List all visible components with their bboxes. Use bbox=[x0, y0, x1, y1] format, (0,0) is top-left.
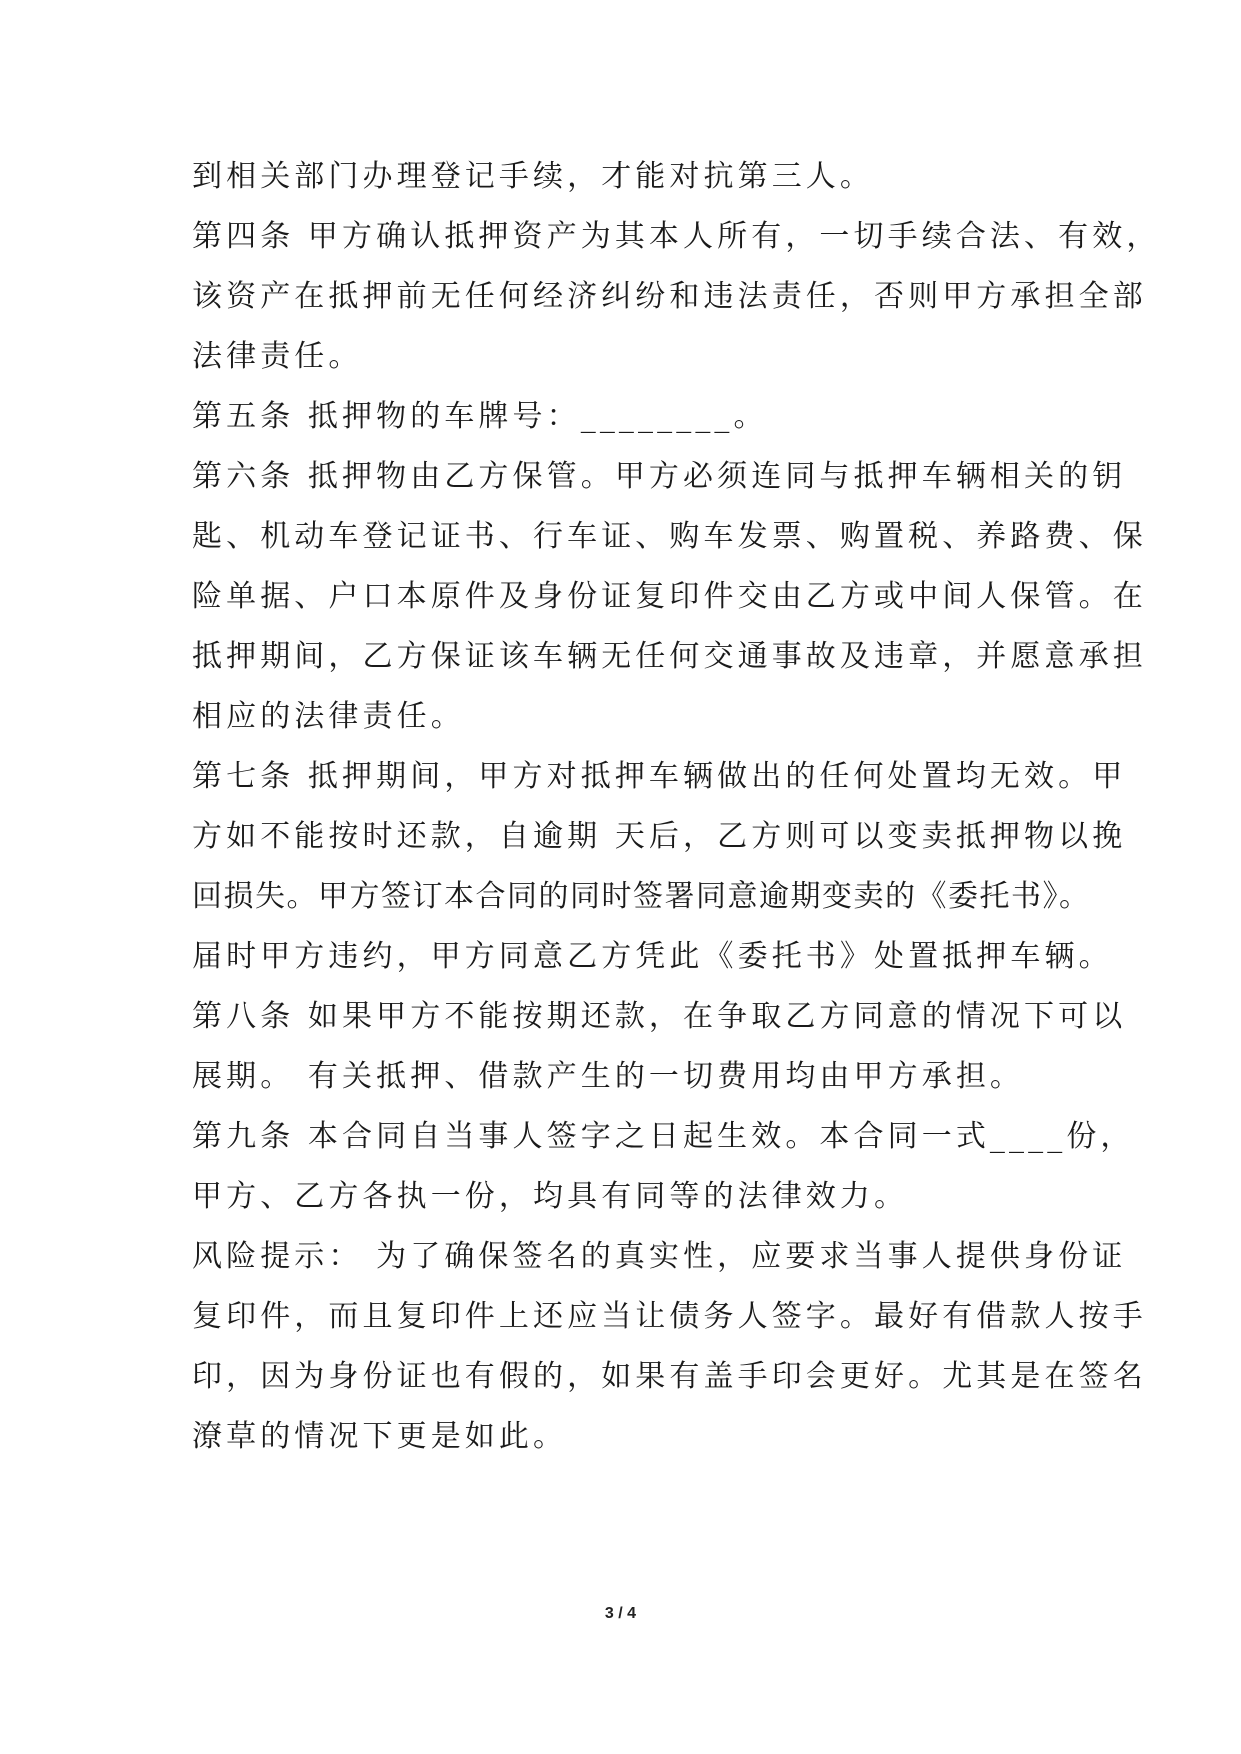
text-line: 法律责任。 bbox=[192, 339, 363, 374]
text-line: 复印件，而且复印件上还应当让债务人签字。最好有借款人按手 bbox=[192, 1299, 1147, 1334]
text-line: 回损失。甲方签订本合同的同时签署同意逾期变卖的《委托书》。 bbox=[192, 879, 1091, 914]
text-line: 第四条 甲方确认抵押资产为其本人所有，一切手续合法、有效， bbox=[192, 219, 1161, 254]
text-line: 第九条 本合同自当事人签字之日起生效。本合同一式____份， bbox=[192, 1119, 1135, 1154]
text-line: 展期。 有关抵押、借款产生的一切费用均由甲方承担。 bbox=[192, 1059, 1025, 1094]
text-line: 潦草的情况下更是如此。 bbox=[192, 1419, 568, 1454]
document-body bbox=[192, 147, 1161, 1467]
page-number: 3 / 4 bbox=[604, 1605, 637, 1622]
text-line: 抵押期间，乙方保证该车辆无任何交通事故及违章，并愿意承担 bbox=[192, 639, 1147, 674]
text-line: 到相关部门办理登记手续，才能对抗第三人。 bbox=[192, 159, 874, 194]
text-line: 相应的法律责任。 bbox=[192, 699, 465, 734]
text-line: 该资产在抵押前无任何经济纠纷和违法责任，否则甲方承担全部 bbox=[192, 279, 1147, 314]
text-line: 甲方、乙方各执一份，均具有同等的法律效力。 bbox=[192, 1179, 909, 1214]
text-line: 匙、机动车登记证书、行车证、购车发票、购置税、养路费、保 bbox=[192, 519, 1147, 554]
text-line: 第七条 抵押期间，甲方对抵押车辆做出的任何处置均无效。甲 bbox=[192, 759, 1127, 794]
text-line: 第六条 抵押物由乙方保管。甲方必须连同与抵押车辆相关的钥 bbox=[192, 459, 1127, 494]
text-line: 第八条 如果甲方不能按期还款，在争取乙方同意的情况下可以 bbox=[192, 999, 1127, 1034]
text-line: 第五条 抵押物的车牌号：________。 bbox=[192, 399, 768, 434]
text-line: 印，因为身份证也有假的，如果有盖手印会更好。尤其是在签名 bbox=[192, 1359, 1147, 1394]
text-line: 届时甲方违约，甲方同意乙方凭此《委托书》处置抵押车辆。 bbox=[192, 939, 1113, 974]
text-line: 方如不能按时还款，自逾期 天后，乙方则可以变卖抵押物以挽 bbox=[192, 819, 1127, 854]
text-line: 险单据、户口本原件及身份证复印件交由乙方或中间人保管。在 bbox=[192, 579, 1147, 614]
text-line: 风险提示： 为了确保签名的真实性，应要求当事人提供身份证 bbox=[192, 1239, 1127, 1274]
